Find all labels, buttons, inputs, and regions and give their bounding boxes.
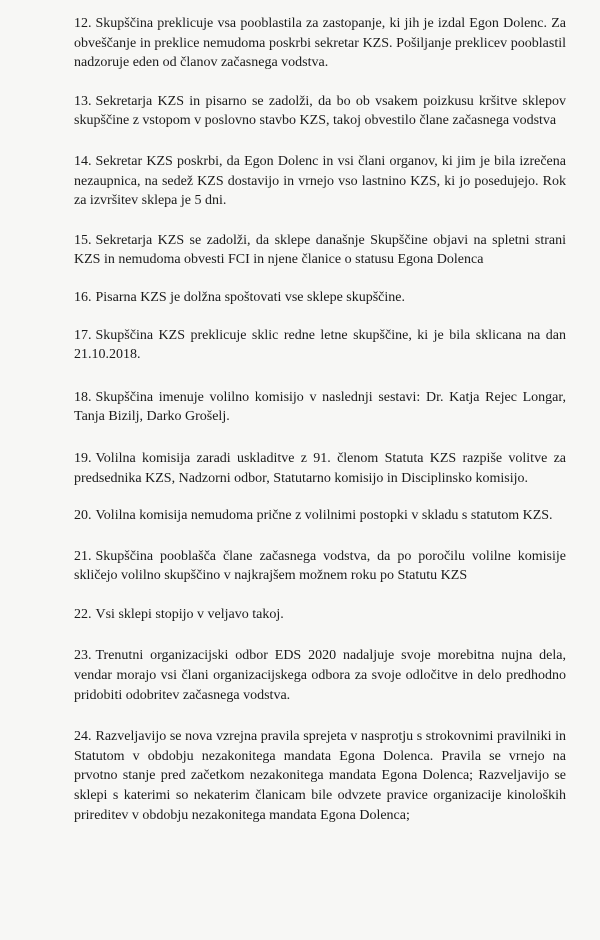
resolution-17 xyxy=(74,326,566,365)
resolution-24 xyxy=(74,727,566,825)
resolution-16 xyxy=(74,288,566,308)
resolution-number: 23. xyxy=(74,648,92,664)
resolution-number: 12. xyxy=(74,16,92,31)
resolution-23 xyxy=(74,646,566,705)
resolution-number: 13. xyxy=(74,93,92,109)
resolution-number: 24. xyxy=(74,729,92,745)
resolution-text: Trenutni organizacijski odbor EDS 2020 nadaljuje svoje morebitna nujna dela, vendar morajo vsi člani organizacijskega odbora za svoje odločitve in delo predhodno pridobiti odobritev začasnega vodstva. xyxy=(74,648,566,703)
resolution-text: Sekretar KZS poskrbi, da Egon Dolenc in vsi člani organov, ki jim je bila izrečena nezaupnica, na sedež KZS dostavijo in vrnejo vso lastnino KZS, ki jo posedujejo. Rok za izvršitev sklepa je 5 dni. xyxy=(74,153,566,209)
resolution-text: Sekretarja KZS se zadolži, da sklepe današnje Skupščine objavi na spletni strani KZS in nemudoma obvesti FCI in njene članice o statusu Egona Dolenca xyxy=(74,232,566,268)
resolution-number: 16. xyxy=(74,289,92,305)
resolution-number: 21. xyxy=(74,548,92,564)
resolution-text: Volilna komisija nemudoma prične z volilnimi postopki v skladu s statutom KZS. xyxy=(95,508,553,524)
resolution-22 xyxy=(74,605,566,625)
resolution-number: 22. xyxy=(74,606,92,622)
resolution-number: 14. xyxy=(74,153,92,169)
resolution-number: 17. xyxy=(74,327,92,343)
resolution-text: Vsi sklepi stopijo v veljavo takoj. xyxy=(95,606,284,622)
resolution-number: 18. xyxy=(74,389,92,405)
resolution-text: Sekretarja KZS in pisarno se zadolži, da bo ob vsakem poizkusu kršitve sklepov skupščine z vstopom v poslovno stavbo KZS, takoj obvestilo člane začasnega vodstva xyxy=(74,93,566,129)
resolution-text: Skupščina preklicuje vsa pooblastila za zastopanje, ki jih je izdal Egon Dolenc. Za obveščanje in preklice nemudoma poskrbi sekretar KZS. Pošiljanje preklicev pooblastil nadzoruje eden od članov začasnega vodstva. xyxy=(74,16,566,71)
resolution-text: Razveljavijo se nova vzrejna pravila sprejeta v nasprotju s strokovnimi pravilniki in Statutom v obdobju nezakonitega mandata Egona Dolenca. Pravila se vrnejo na prvotno stanje pred začetkom nezakonitega mandata Egona Dolenca; Razveljavijo se sklepi s katerimi so nekaterim članicam bile odvzete pravice organizacije kinoloških prireditev v obdobju nezakonitega mandata Egona Dolenca; xyxy=(74,729,566,823)
resolution-21 xyxy=(74,547,566,586)
resolution-18 xyxy=(74,388,566,427)
resolution-number: 19. xyxy=(74,450,92,466)
resolution-19 xyxy=(74,449,566,488)
resolution-13 xyxy=(74,92,566,131)
resolution-15 xyxy=(74,231,566,270)
resolution-text: Volilna komisija zaradi uskladitve z 91. členom Statuta KZS razpiše volitve za predsednika KZS, Nadzorni odbor, Statutarno komisijo in Disciplinsko komisijo. xyxy=(74,450,566,486)
resolution-text: Skupščina KZS preklicuje sklic redne letne skupščine, ki je bila sklicana na dan 21.10.2018. xyxy=(74,327,566,363)
resolution-text: Skupščina imenuje volilno komisijo v naslednji sestavi: Dr. Katja Rejec Longar, Tanja Bizilj, Darko Grošelj. xyxy=(74,389,566,425)
resolution-14 xyxy=(74,152,566,211)
resolution-number: 15. xyxy=(74,232,92,248)
resolution-text: Pisarna KZS je dolžna spoštovati vse sklepe skupščine. xyxy=(95,289,406,305)
resolution-20 xyxy=(74,506,566,526)
resolution-number: 20. xyxy=(74,508,92,524)
resolution-12 xyxy=(74,14,566,73)
resolution-text: Skupščina pooblašča člane začasnega vodstva, da po poročilu volilne komisije skličejo volilno skupščino v najkrajšem možnem roku po Statutu KZS xyxy=(74,548,566,584)
